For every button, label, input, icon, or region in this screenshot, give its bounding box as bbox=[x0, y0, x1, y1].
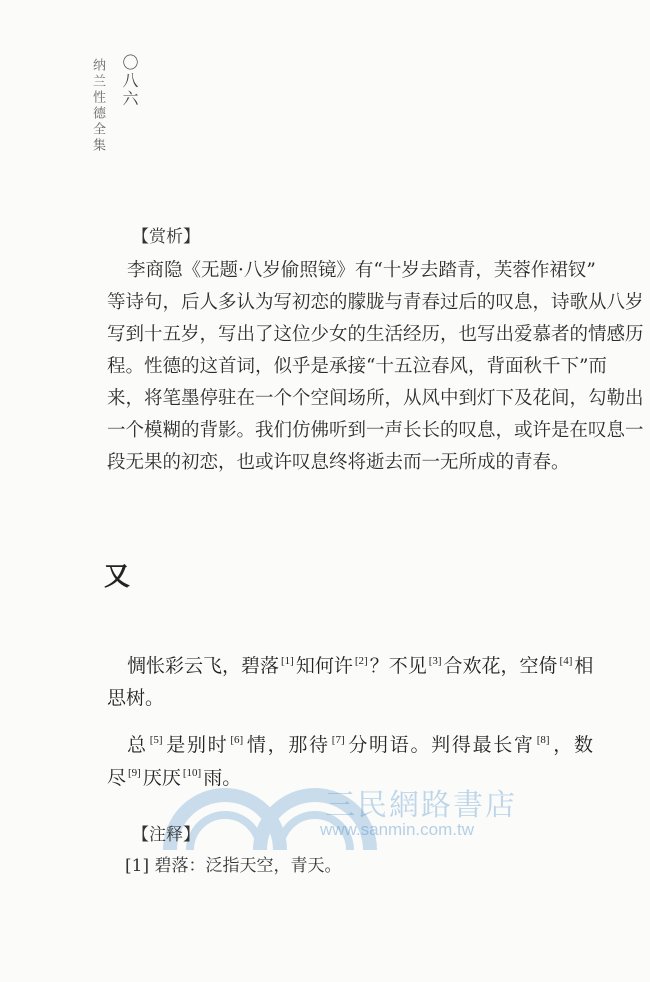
footnote-marker: [2] bbox=[354, 655, 368, 667]
watermark-name: 三民網路書店 bbox=[325, 788, 517, 823]
footnote-marker: [4] bbox=[559, 655, 573, 667]
poem-text: 分明语。判得最长宵 bbox=[346, 735, 535, 756]
footnote-marker: [6] bbox=[230, 734, 244, 746]
poem-heading: 又 bbox=[104, 562, 131, 592]
poem-text: 合欢花，空倚 bbox=[443, 656, 558, 677]
footnote-marker: [8] bbox=[536, 734, 550, 746]
poem-text: ，数 bbox=[551, 735, 593, 756]
poem-text: ？不见 bbox=[369, 656, 427, 677]
footnote-marker: [3] bbox=[428, 655, 442, 667]
text-line: 程。性德的这首词，似乎是承接“十五泣春风，背面秋千下”而 bbox=[107, 356, 607, 377]
poem-text: 情，那待 bbox=[245, 735, 330, 756]
text-line: 段无果的初恋，也或许叹息终将逝去而一无所成的青春。 bbox=[107, 452, 570, 473]
poem-line bbox=[127, 656, 593, 676]
poem-text: 知何许 bbox=[295, 656, 353, 677]
footnote-marker: [9] bbox=[128, 767, 141, 779]
book-title: 纳兰性德全集 bbox=[90, 58, 105, 154]
appreciation-title: 【赏析】 bbox=[132, 227, 200, 247]
notes-title: 【注释】 bbox=[132, 825, 200, 845]
poem-text: 是别时 bbox=[164, 735, 229, 756]
footnote-marker: [10] bbox=[182, 767, 202, 779]
text-line: 等诗句，后人多认为写初恋的朦胧与青春过后的叹息，诗歌从八岁 bbox=[107, 292, 644, 313]
poem-line bbox=[127, 735, 593, 755]
poem-text: 雨。 bbox=[203, 768, 242, 789]
poem-text: 厌厌 bbox=[142, 768, 181, 789]
text-line: 写到十五岁，写出了这位少女的生活经历，也写出爱慕者的情感历 bbox=[107, 324, 644, 345]
text-line: 李商隐《无题·八岁偷照镜》有“十岁去踏青，芙蓉作裙钗” bbox=[127, 260, 596, 281]
poem-text: 尽 bbox=[107, 768, 127, 789]
text-line: 来，将笔墨停驻在一个个空间场所，从风中到灯下及花间，勾勒出 bbox=[107, 388, 644, 409]
footnote-marker: [1] bbox=[281, 655, 294, 667]
text-line: 一个模糊的背影。我们仿佛听到一声长长的叹息，或许是在叹息一 bbox=[107, 420, 644, 441]
poem-text: 思树。 bbox=[107, 688, 165, 709]
watermark-url: www.sanmin.com.tw bbox=[320, 820, 474, 839]
footnote-marker: [7] bbox=[331, 734, 345, 746]
poem-text: 总 bbox=[127, 735, 148, 756]
page-number: 〇八六 bbox=[120, 54, 139, 108]
poem-line bbox=[107, 689, 593, 708]
note-item: [1] 碧落：泛指天空，青天。 bbox=[125, 856, 342, 876]
poem-text: 相 bbox=[574, 656, 594, 677]
footnote-marker: [5] bbox=[149, 734, 163, 746]
poem-text: 惆怅彩云飞，碧落 bbox=[127, 656, 280, 677]
